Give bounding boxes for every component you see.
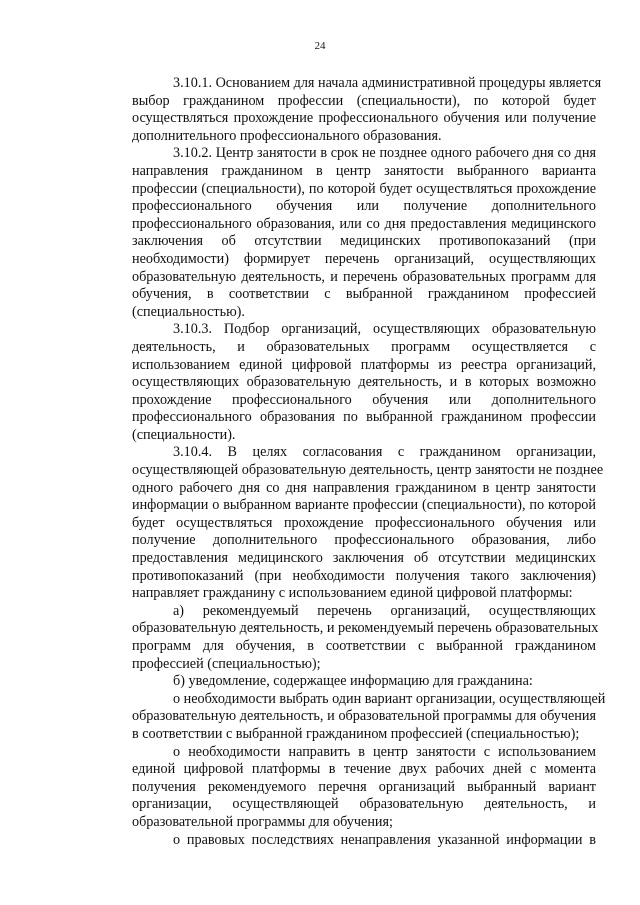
text-line: (специальности). — [132, 426, 236, 443]
text-line: программ для обучения, в соответствии с выбранной гражданином — [132, 638, 596, 654]
text-line: предоставления медицинского заключения об отсутствии медицинских — [132, 550, 596, 567]
text-line: осуществляющих образовательную деятельность, и в которых возможно — [132, 374, 596, 391]
text-line: единой цифровой платформы в течение двух рабочих дней с момента — [132, 761, 596, 778]
document-body — [91, 75, 606, 849]
paragraph-p-item-a — [91, 602, 599, 673]
text-line: образовательную деятельность, и рекомендуемый перечень образовательных — [132, 620, 599, 637]
text-line: осуществляющей образовательную деятельность, центр занятости не позднее — [132, 462, 604, 479]
text-line: о необходимости направить в центр занятости с использованием — [173, 743, 596, 760]
text-line: осуществляться прохождение профессионального обучения или получение — [132, 110, 596, 127]
text-line: образовательной программы для обучения; — [132, 813, 393, 830]
paragraph-p-3-10-2 — [91, 145, 596, 321]
text-line: образовательную деятельность, и перечень образовательных программ для — [132, 268, 596, 285]
text-line: выбор гражданином профессии (специальности), по которой будет — [132, 92, 596, 109]
text-line: профессионального образования по выбранной гражданином профессии — [132, 409, 596, 426]
paragraph-p-3-10-1 — [91, 75, 602, 145]
paragraph-p-3-10-4 — [91, 444, 604, 602]
text-line: о правовых последствиях ненаправления указанной информации в — [173, 831, 596, 848]
text-line: о необходимости выбрать один вариант организации, осуществляющей — [173, 690, 606, 707]
text-line: информации о выбранном варианте профессии (специальности), по которой — [132, 497, 596, 514]
text-line: заключения об отсутствии медицинских противопоказаний (при — [132, 233, 596, 250]
text-line: обучения, в соответствии с выбранной гражданином профессией — [132, 286, 596, 303]
text-line: а) рекомендуемый перечень организаций, осуществляющих — [173, 602, 596, 619]
text-line: использованием единой цифровой платформы из реестра организаций, — [132, 356, 596, 373]
text-line: профессии (специальности), по которой будет осуществляться прохождение — [132, 180, 596, 197]
text-line: профессионального обучения или получение дополнительного — [132, 198, 596, 215]
text-line: 3.10.4. В целях согласования с гражданином организации, — [173, 444, 596, 461]
paragraph-p-note-1 — [91, 690, 606, 744]
text-line: прохождение профессионального обучения или дополнительного — [132, 391, 596, 408]
text-line: дополнительного профессионального образования. — [132, 127, 442, 144]
text-line: профессией (специальностью); — [132, 655, 321, 672]
paragraph-p-3-10-3 — [91, 321, 596, 444]
text-line: деятельность, и образовательных программ осуществляется с — [132, 338, 596, 355]
text-line: необходимости) формирует перечень организаций, осуществляющих — [132, 250, 596, 267]
text-line: будет осуществляться прохождение профессионального обучения или — [132, 514, 596, 531]
text-line: в соответствии с выбранной гражданином профессией (специальностью); — [132, 725, 580, 742]
text-line: направляет гражданину с использованием единой цифровой платформы: — [132, 585, 573, 602]
text-line: противопоказаний (при необходимости получения такого заключения) — [132, 567, 596, 584]
text-line: направления гражданином в центр занятости выбранного варианта — [132, 162, 596, 179]
text-line: образовательную деятельность, и образовательной программы для обучения — [132, 708, 596, 725]
paragraph-p-note-2 — [91, 744, 596, 832]
paragraph-p-note-3 — [91, 832, 596, 850]
text-line: получение дополнительного профессионального образования, либо — [132, 532, 596, 549]
paragraph-p-item-b — [91, 673, 596, 691]
page-number: 24 — [314, 40, 326, 52]
text-line: 3.10.3. Подбор организаций, осуществляющих образовательную — [173, 321, 596, 338]
text-line: б) уведомление, содержащее информацию для гражданина: — [173, 673, 533, 690]
text-line: 3.10.2. Центр занятости в срок не позднее одного рабочего дня со дня — [173, 145, 596, 162]
text-line: одного рабочего дня со дня направления гражданином в центр занятости — [132, 479, 596, 496]
text-line: организации, осуществляющей образовательную деятельность, и — [132, 796, 596, 813]
text-line: (специальностью). — [132, 303, 245, 320]
text-line: 3.10.1. Основанием для начала административной процедуры является — [173, 75, 602, 91]
text-line: получения рекомендуемого перечня организаций выбранный вариант — [132, 778, 596, 795]
text-line: профессионального образования, или со дня предоставления медицинского — [132, 215, 596, 232]
